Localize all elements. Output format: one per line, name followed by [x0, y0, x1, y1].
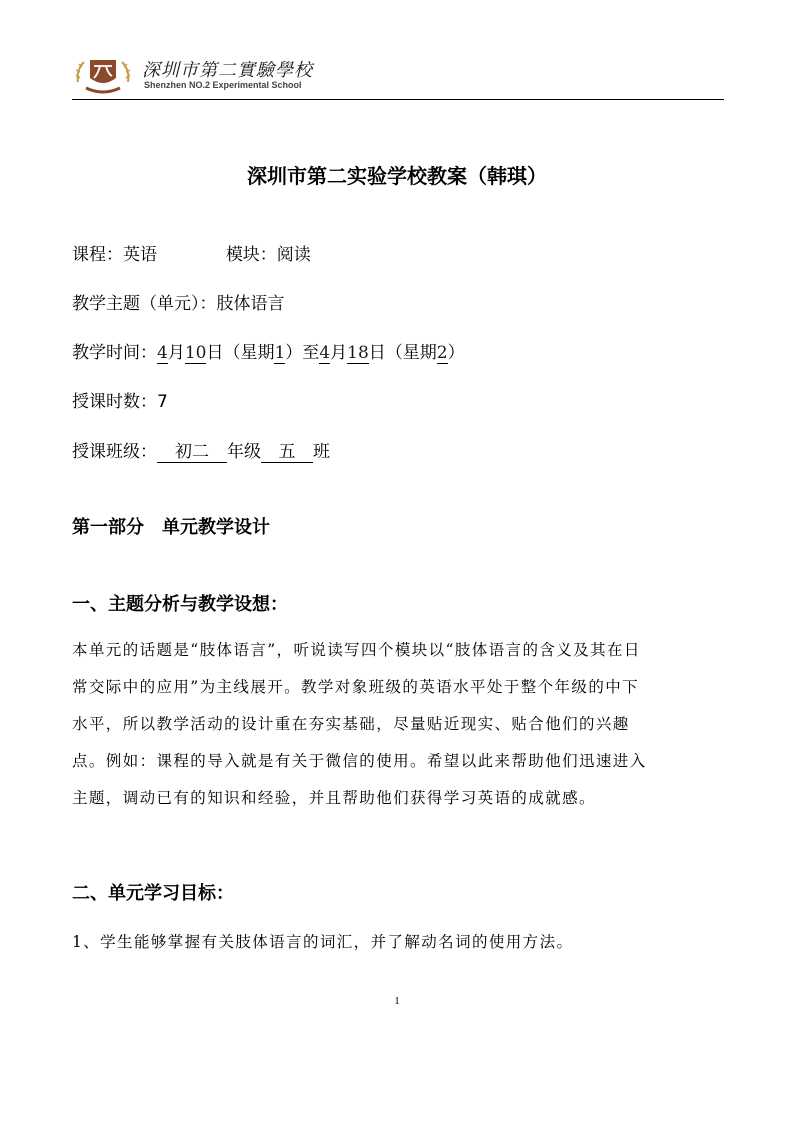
section-one-heading: 一、主题分析与教学设想： — [72, 594, 288, 615]
paragraph-line: 常交际中的应用”为主线展开。教学对象班级的英语水平处于整个年级的中下 — [72, 678, 640, 696]
page-number: 1 — [394, 995, 400, 1007]
school-name-en: Shenzhen NO.2 Experimental School — [144, 80, 302, 90]
paragraph-line: 点。例如：课程的导入就是有关于微信的使用。希望以此来帮助他们迅速进入 — [72, 752, 647, 770]
section-one-paragraph — [72, 632, 724, 817]
end-weekday: 2 — [436, 343, 448, 363]
start-day: 10 — [184, 343, 207, 363]
end-month: 4 — [319, 343, 331, 363]
paragraph-line: 水平，所以教学活动的设计重在夯实基础，尽量贴近现实、贴合他们的兴趣 — [72, 715, 630, 733]
goal-item-1: 1、学生能够掌握有关肢体语言的词汇，并了解动名词的使用方法。 — [72, 933, 574, 951]
grade-blank: 初二 — [157, 437, 227, 463]
course-line — [72, 240, 311, 265]
school-emblem-icon — [72, 52, 134, 96]
document-title: 深圳市第二实验学校教案（韩琪） — [247, 164, 547, 188]
part-one-heading: 第一部分 单元教学设计 — [72, 517, 270, 538]
header-divider — [72, 99, 724, 100]
end-day: 18 — [347, 343, 369, 363]
class-line: 授课班级： 初二 年级 五 班 — [72, 437, 330, 463]
module-label: 模块：阅读 — [225, 245, 311, 265]
school-name-cn: 深圳市第二實驗學校 — [142, 60, 313, 81]
start-month: 4 — [157, 343, 168, 363]
theme-line: 教学主题（单元）：肢体语言 — [72, 294, 285, 314]
start-weekday: 1 — [274, 343, 286, 363]
section-two-heading: 二、单元学习目标： — [72, 883, 234, 904]
school-header — [72, 52, 724, 100]
course-label: 课程：英语 — [72, 245, 157, 265]
class-blank: 五 — [261, 437, 313, 463]
paragraph-line: 主题，调动已有的知识和经验，并且帮助他们获得学习英语的成就感。 — [72, 789, 596, 807]
teaching-hours-line: 授课时数：7 — [72, 392, 168, 412]
teaching-time-line: 教学时间：4月10日（星期1）至4月18日（星期2） — [72, 343, 465, 363]
paragraph-line: 本单元的话题是“肢体语言”，听说读写四个模块以“肢体语言的含义及其在日 — [72, 641, 641, 659]
